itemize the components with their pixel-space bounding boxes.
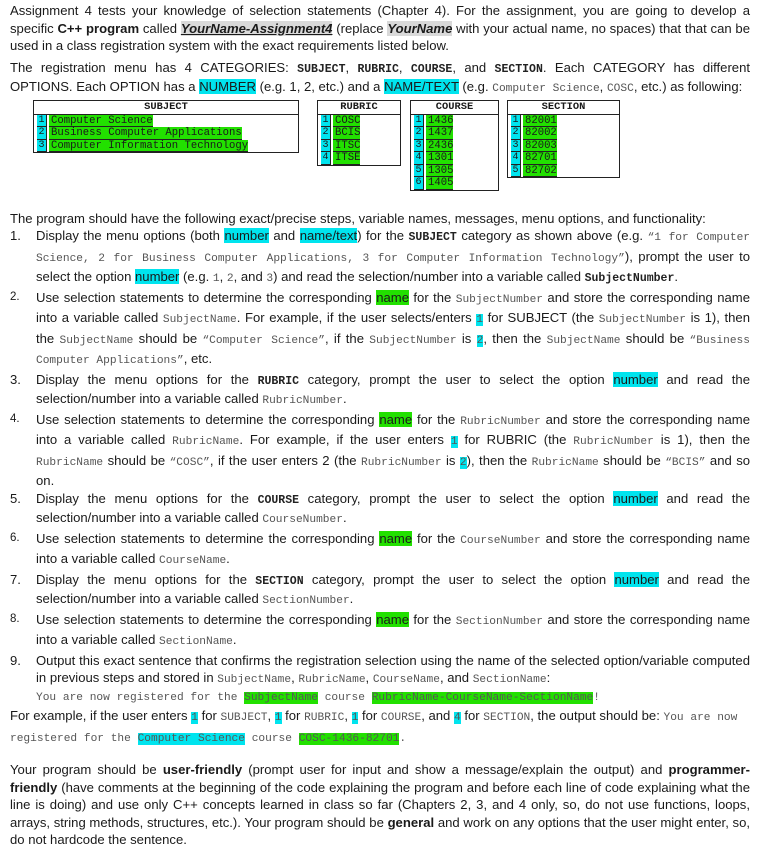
hl: number <box>224 228 269 243</box>
kw: SECTION <box>255 574 304 588</box>
option-name: ITSC <box>335 139 361 152</box>
code: RubricNumber <box>460 415 541 428</box>
t: (e.g. <box>179 269 213 284</box>
code: SubjectName <box>59 334 134 347</box>
t: Use selection statements to determine the corresponding <box>36 530 380 546</box>
t: : <box>546 670 551 685</box>
option-name: 1305 <box>428 164 454 177</box>
code: SectionNumber <box>262 595 350 607</box>
t: ! <box>593 691 600 704</box>
t: , etc. <box>183 351 213 366</box>
hl: - <box>438 691 446 704</box>
kw: SUBJECT <box>408 231 457 244</box>
section-option-row <box>508 165 619 178</box>
course-option-row <box>411 127 498 140</box>
step-7 <box>10 571 750 611</box>
reg-sep: , <box>345 59 358 75</box>
option-name: 1301 <box>428 152 454 164</box>
reg-text: The registration menu has 4 CATEGORIES: <box>10 59 298 75</box>
number-highlight: NUMBER <box>199 79 256 94</box>
step-2 <box>10 289 750 371</box>
code: SubjectNumber <box>369 334 457 347</box>
hl: name <box>376 611 409 627</box>
hl: 1 <box>476 314 484 326</box>
option-name: 82002 <box>525 127 557 139</box>
reg-sep: , <box>398 59 411 75</box>
option-name: BCIS <box>335 127 361 139</box>
hl: CourseName <box>445 691 513 704</box>
code: “1 for Computer Science, 2 for Business Computer Applications, 3 for Computer Information Technology” <box>36 232 750 265</box>
intro-paragraph <box>10 2 750 55</box>
category-rubric: RUBRIC <box>357 62 399 76</box>
hl: 2 <box>459 456 467 469</box>
hl: name/text <box>299 228 358 243</box>
step-6 <box>10 530 750 571</box>
option-name: Business Computer Applications <box>51 127 242 139</box>
t: is 1), then the <box>653 432 750 447</box>
subject-table-header: SUBJECT <box>34 101 298 115</box>
section-option-row <box>508 115 619 128</box>
code: CourseName <box>372 674 440 686</box>
t: for <box>460 708 484 723</box>
t: . <box>349 591 354 606</box>
t: Output this exact sentence that confirms the registration selection using the name of the selected option/variable computed in previous steps and stored in <box>36 652 750 685</box>
program-name: YourName-Assignment4 <box>180 20 333 36</box>
t: , the output should be: <box>530 708 664 723</box>
t: is 1), then the <box>36 310 750 346</box>
option-number: 4 <box>511 152 521 165</box>
var: SubjectNumber <box>584 272 675 285</box>
option-name: 82001 <box>525 114 557 127</box>
course-table-header: COURSE <box>411 101 498 115</box>
hl: number <box>614 571 659 587</box>
hl: number <box>613 371 658 387</box>
option-name: 2436 <box>428 139 454 152</box>
intro-text-2: called <box>139 20 181 36</box>
step-number: 2. <box>10 290 20 303</box>
option-name: Computer Information Technology <box>51 139 249 152</box>
code: SectionName <box>472 674 547 686</box>
code: SubjectNumber <box>455 293 544 306</box>
cpp-program-text: C++ program <box>57 20 140 36</box>
reg-text-4: (e.g. <box>458 79 493 94</box>
t: Use selection statements to determine the corresponding <box>36 611 377 627</box>
code: SubjectNumber <box>598 314 686 326</box>
hl: 1 <box>274 712 282 724</box>
t: ) for the <box>357 228 409 243</box>
hl: name <box>376 289 409 305</box>
course-table <box>410 100 499 191</box>
rubric-option-row <box>318 127 400 140</box>
t: and work on any options that the user might enter, so, do not hardcode the sentence. <box>10 814 751 847</box>
t: . <box>342 510 347 525</box>
step-8 <box>10 611 750 652</box>
code: “Business Computer Applications” <box>36 334 750 367</box>
code: 1 <box>212 273 220 285</box>
reg-text-2: . Each CATEGORY has different OPTIONS. Each OPTION has a <box>10 59 751 94</box>
step-number: 4. <box>10 412 20 425</box>
option-name: COSC <box>335 114 361 127</box>
option-name: ITSE <box>335 152 361 164</box>
option-number: 1 <box>511 115 521 128</box>
code: . <box>399 732 407 745</box>
code: RUBRIC <box>304 712 345 724</box>
t: category, prompt the user to select the option <box>299 490 614 506</box>
hl: 1 <box>191 712 198 724</box>
t: for the <box>409 611 456 627</box>
t: , <box>291 670 299 685</box>
hl: name <box>379 530 413 546</box>
t: and store the corresponding name into a variable called <box>36 411 750 447</box>
t: is <box>441 452 460 468</box>
option-number: 5 <box>511 165 521 178</box>
t: and so on. <box>36 452 751 488</box>
course-option-row <box>411 177 498 190</box>
hl: 2 <box>476 334 484 347</box>
option-name: 1437 <box>428 127 454 139</box>
option-name: 1405 <box>428 177 454 189</box>
category-section: SECTION <box>494 62 543 76</box>
your-name-placeholder: YourName <box>387 20 453 36</box>
t: , <box>219 269 227 284</box>
t: , and <box>233 269 267 284</box>
hl: Computer Science <box>137 732 245 745</box>
step-number: 5. <box>10 490 21 506</box>
code: SubjectName <box>217 674 292 686</box>
rubric-option-row <box>318 115 400 128</box>
intro-text-3: (replace <box>332 20 388 36</box>
t: Display the menu options for the <box>36 571 256 587</box>
section-table-header: SECTION <box>508 101 619 115</box>
bold: general <box>387 814 435 830</box>
t: . <box>226 551 230 566</box>
t: (prompt user for input and show a message/explain the output) and <box>242 762 669 777</box>
t: and <box>268 228 300 243</box>
assignment-document <box>10 2 750 849</box>
rubric-table-header: RUBRIC <box>318 101 400 115</box>
bold: programmer-friendly <box>10 762 750 795</box>
rubric-option-row <box>318 152 400 165</box>
option-number: 2 <box>321 127 331 140</box>
t: and read the selection/number into a variable called <box>36 571 750 606</box>
t: should be <box>133 330 203 346</box>
code: RubricName <box>531 456 599 469</box>
step-number: 6. <box>10 531 20 544</box>
menu-tables <box>10 100 750 200</box>
t: For example, if the user enters <box>10 708 192 723</box>
example-cosc: COSC <box>606 83 634 95</box>
intro-text: Assignment 4 tests your knowledge of selection statements (Chapter 4). For the assignment, you are going to develop a specific <box>10 3 750 36</box>
step-5 <box>10 490 750 530</box>
t: Use selection statements to determine the corresponding <box>36 411 380 427</box>
code: RubricName <box>172 436 240 448</box>
code: course <box>244 732 299 745</box>
t: (have comments at the beginning of the code explaining the program and before each line of code explaining what the line is doing) and use only C++ concepts learned in class so far (Chapters 2, 3, and 4 only, so, do not use functions, loops, arrays, string methods, structures, etc.). Your program should be <box>10 779 750 830</box>
hl: 1 <box>351 712 359 724</box>
section-option-row <box>508 140 619 153</box>
t: category, prompt the user to select the option <box>299 371 614 387</box>
code: “BCIS” <box>665 456 706 469</box>
option-number: 2 <box>511 127 521 140</box>
code: COURSE <box>380 712 422 724</box>
option-name: Computer Science <box>51 114 153 127</box>
step-3 <box>10 371 750 411</box>
t: . <box>232 632 237 647</box>
t: ), then the <box>466 452 532 468</box>
option-number: 3 <box>37 140 47 153</box>
code: SECTION <box>483 712 531 724</box>
option-number: 4 <box>321 152 331 165</box>
option-number: 3 <box>321 140 331 153</box>
t: Display the menu options for the <box>36 371 258 387</box>
code: SectionNumber <box>455 615 544 628</box>
hl: COSC-1436-82701 <box>298 732 400 745</box>
t: , if the user enters 2 (the <box>209 452 361 468</box>
hl: number <box>613 490 658 506</box>
hl: SubjectName <box>244 691 318 704</box>
hl: number <box>135 269 180 284</box>
confirmation-sentence <box>36 690 750 708</box>
course-option-row <box>411 140 498 153</box>
t: for <box>358 708 381 723</box>
code: RubricName <box>298 674 366 686</box>
t: for the <box>409 289 456 305</box>
bold: user-friendly <box>162 762 243 777</box>
name-text-highlight: NAME/TEXT <box>384 79 459 94</box>
t: and store the corresponding name into a variable called <box>36 611 750 647</box>
option-name: 82701 <box>525 152 557 164</box>
option-number: 2 <box>414 127 424 140</box>
t: Display the menu options (both <box>36 228 225 243</box>
t: , and <box>421 708 454 723</box>
t: Use selection statements to determine the corresponding <box>36 289 377 305</box>
t: . For example, if the user selects/enters <box>236 310 477 325</box>
t: ), prompt the user to select the option <box>36 248 750 284</box>
code: “Computer Science” <box>202 334 325 347</box>
t: and read the selection/number into a variable called <box>36 371 750 406</box>
step-number: 7. <box>10 571 21 587</box>
t: for SUBJECT (the <box>483 310 599 325</box>
kw: COURSE <box>257 493 300 507</box>
hl: RubricName <box>371 691 439 704</box>
t: and store the corresponding name into a variable called <box>36 289 750 325</box>
code: CourseName <box>159 555 227 567</box>
section-option-row <box>508 152 619 165</box>
subject-option-row <box>34 127 298 140</box>
code: SectionName <box>159 636 233 648</box>
course-option-row <box>411 115 498 128</box>
steps-intro: The program should have the following exact/precise steps, variable names, messages, menu options, and functionality: <box>10 210 706 226</box>
reg-text-5: , etc.) as following: <box>633 79 743 94</box>
subject-option-row <box>34 140 298 153</box>
code: 2 <box>226 273 234 285</box>
t: should be <box>620 330 690 346</box>
t: course <box>317 691 372 704</box>
t: , <box>365 670 373 685</box>
code: SUBJECT <box>220 712 268 724</box>
code: RubricName <box>36 456 104 469</box>
t: Your program should be <box>10 762 163 777</box>
t: should be <box>103 452 170 468</box>
hl: 1 <box>450 436 458 448</box>
step-number: 9. <box>10 652 21 668</box>
intro-text-4: with your actual name, no spaces) that that can be used in a class registration system with the exact requirements listed below. <box>10 20 750 53</box>
option-number: 3 <box>511 140 521 153</box>
t: is <box>456 330 477 346</box>
rubric-table <box>317 100 401 166</box>
t: Display the menu options for the <box>36 490 258 506</box>
option-name: 1436 <box>428 114 454 127</box>
code: CourseNumber <box>262 514 343 526</box>
code: RubricNumber <box>361 456 442 469</box>
t: should be <box>598 452 666 468</box>
subject-table <box>33 100 299 154</box>
step-1 <box>10 227 750 289</box>
option-name: 82003 <box>525 139 557 152</box>
option-number: 4 <box>414 152 424 165</box>
example-computer-science: Computer Science <box>492 83 600 95</box>
hl: 4 <box>453 712 461 724</box>
t: ) and read the selection/number into a variable called <box>273 269 585 284</box>
t: , and <box>439 670 473 685</box>
code: “COSC” <box>169 456 210 469</box>
code: SubjectName <box>546 334 621 347</box>
t: , if the <box>324 330 370 346</box>
reg-sep: , <box>599 79 607 94</box>
hl: name <box>379 411 413 427</box>
option-number: 5 <box>414 165 424 178</box>
step-number: 3. <box>10 371 21 387</box>
hl: SectionName <box>519 691 594 704</box>
steps-list <box>10 227 750 707</box>
section-table <box>507 100 620 179</box>
t: . <box>674 269 678 284</box>
reg-text-3: (e.g. 1, 2, etc.) and a <box>255 79 385 94</box>
t: and read the selection/number into a variable called <box>36 490 750 525</box>
option-number: 1 <box>37 115 47 128</box>
section-option-row <box>508 127 619 140</box>
rubric-option-row <box>318 140 400 153</box>
t: for <box>197 708 221 723</box>
option-name: 82702 <box>525 164 557 177</box>
t: , <box>267 708 275 723</box>
category-course: COURSE <box>410 62 453 76</box>
t: for RUBRIC (the <box>457 432 574 447</box>
t: , then the <box>483 330 547 346</box>
step-4 <box>10 411 750 490</box>
reg-sep: , and <box>452 59 495 75</box>
code: RubricNumber <box>573 436 654 448</box>
option-number: 1 <box>321 115 331 128</box>
code: You are now registered for the <box>10 712 738 745</box>
course-option-row <box>411 165 498 178</box>
t: , <box>344 708 352 723</box>
category-subject: SUBJECT <box>297 62 346 76</box>
step-number: 8. <box>10 612 20 625</box>
t: for the <box>412 530 461 546</box>
code: SubjectName <box>162 314 237 326</box>
registration-paragraph <box>10 59 750 99</box>
t: category, prompt the user to select the option <box>303 571 615 587</box>
step-9 <box>10 652 750 690</box>
example-paragraph <box>10 707 750 748</box>
t: and store the corresponding name into a variable called <box>36 530 750 566</box>
t: for <box>281 708 305 723</box>
hl: - <box>512 691 520 704</box>
option-number: 1 <box>414 115 424 128</box>
t: category as shown above (e.g. <box>456 228 648 243</box>
kw: RUBRIC <box>257 374 300 388</box>
t: for the <box>412 411 461 427</box>
t: You are now registered for the <box>36 691 245 704</box>
option-number: 3 <box>414 140 424 153</box>
course-option-row <box>411 152 498 165</box>
code: CourseNumber <box>460 534 541 547</box>
subject-option-row <box>34 115 298 128</box>
t: . For example, if the user enters <box>239 432 451 447</box>
t: . <box>342 391 347 406</box>
option-number: 2 <box>37 127 47 140</box>
code: RubricNumber <box>262 395 343 407</box>
option-number: 6 <box>414 177 424 190</box>
step-number: 1. <box>10 228 21 243</box>
outro-paragraph <box>10 761 750 849</box>
code: 3 <box>266 273 274 285</box>
